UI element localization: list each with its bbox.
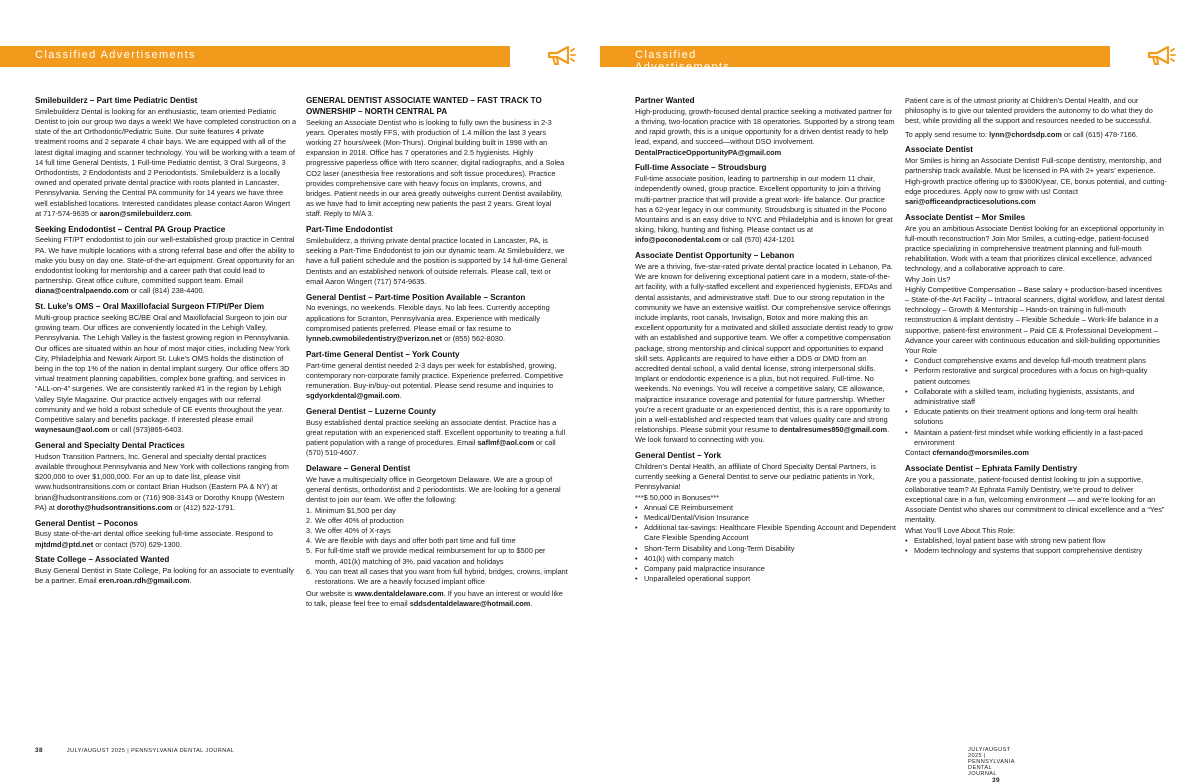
ad-body: To apply send resume to: lynn@chordsdp.com or call (615) 478-7166. [905,129,1138,139]
ad-title: General Dentist – Part-time Position Available – Scranton [306,292,526,302]
classified-ad [635,251,897,445]
subheading: Your Role [905,346,937,356]
ad-title: Seeking Endodontist – Central PA Group Practice [35,224,226,234]
list-item: • 401(k) with company match [635,554,897,564]
classified-ad [635,451,897,584]
ad-contact[interactable]: eren.roan.rdh@gmail.com [98,576,190,586]
list-item: • Perform restorative and surgical procedures with a focus on high-quality patient outcomes [905,366,1167,386]
ad-title: Part-time General Dentist – York County [306,349,460,359]
ad-title: St. Luke’s OMS – Oral Maxillofacial Surgeon FT/Pt/Per Diem [35,302,265,312]
classified-ad [635,96,897,158]
ad-title: Partner Wanted [635,96,695,105]
issue-line: JULY/AUGUST 2025 | PENNSYLVANIA DENTAL JOURNAL [968,747,1015,777]
ad-body: Seeking an Associate Dentist who is looking to fully own the business in 2-3 years. Operates mostly FFS, with production of 1.4 million the last 3 years working 27 hours/week (Mon-Thurs). Original building built in 1998 with an expansion in 2018. Office has 7 operatories and 2.5 hygienists. Highly progressive paperless office with Itero scanner, digital radiographs, and a Solea CO2 laser (anesthesia free restorations and soft tissue procedures). Practice provides comprehensive care with heavy focus on implants, crowns, and bridges. Patient needs in our area greatly outweighs current Dentist availability, as we have had to limit accepting new patients the past 2 years. Great loyal staff. Reply to M/A 3. [306,117,565,219]
ad-title: Full-time Associate – Stroudsburg [635,163,767,173]
ad-title: Part-Time Endodontist [306,225,393,235]
ad-body: We are a thriving, five-star-rated private dental practice located in Lebanon, Pa. We are known for delivering exceptional patient care in a modern, state-of-the-art facility, with a fully-staffed excellent and experienced hygienists, EFDAs and dental assistants, and administrative staff. Due to our strong reputation in the community we have an extensive waitlist. Our comprehensive service offerings include implants, root canals, Invisalign, Botox and more making this an excellent opportunity for a motivated and skilled associate dentist ready to grow with an established and supportive team. We offer a competitive compensation package, strong mentorship and clinical support and opportunities to expand skill sets. Applicants are required to have either a DDS or DMD from an accredited dental school, a valid dental license, strong interpersonal skills. Implant or endodontic experience is a plus, but not required. Full-time. No weekends. No evenings. You will receive a competitive salary, CE allowance, malpractice insurance coverage and potential for future partnership. Whether you’re a recent graduate or an experienced dentist, this is a rare opportunity to join a well-established and respected team that values quality care and strong relationships. Please submit your resume to dentalresumes850@gmail.com. We look forward to connecting with you. [635,262,893,445]
bonus-line: ***$ 50,000 in Bonuses*** [635,492,720,502]
website-link[interactable]: www.dentaldelaware.com [354,589,444,599]
ad-contact[interactable]: diana@centralpaendo.com [35,286,129,296]
list-item: • Maintain a patient-first mindset while working efficiently in a fast-paced environment [905,428,1167,448]
ad-contact[interactable]: dorothy@hudsontransitions.com [56,502,173,512]
column-4 [905,96,1167,562]
classified-ad-continued [905,96,1167,140]
list-item: • Medical/Dental/Vision Insurance [635,513,897,523]
ad-body: Busy state-of-the-art dental office seeking full-time associate. Respond to mjtdmd@ptd.net or contact (570) 629-1300. [35,529,273,549]
ad-body: Children’s Dental Health, an affiliate of Chord Specialty Dental Partners, is currently seeking a General Dentist to serve our pediatric patients in York, Pennsylvania! [635,462,876,492]
ad-title: Associate Dentist [905,145,973,155]
page-number: 38 [35,747,43,754]
list-item: 2. We offer 40% of production [306,515,404,525]
list-item: 4. We are flexible with days and offer both part time and full time [306,536,516,546]
list-item: • Unparalleled operational support [635,574,897,584]
classified-ad [905,213,1167,458]
ad-contact[interactable]: sgdyorkdental@gmail.com [306,391,400,401]
page-number: 39 [992,777,1000,784]
ad-contact[interactable]: lynn@chordsdp.com [989,129,1062,139]
list-item: 3. We offer 40% of X-rays [306,526,391,536]
classified-ad [905,145,1167,207]
ad-body: Mor Smiles is hiring an Associate Dentist! Full-scope dentistry, mentorship, and partnership track available. Must be licensed in PA with 2+ years’ experience. High-growth practice offering up to $300K/year, CE, bonus potential, and cutting-edge procedures. Apply now to grow with us! Contact sari@officeandpracticesolutions.com [905,156,1167,207]
page-footer [968,747,1015,784]
ad-body: Full-time associate position, leading to partnership in our modern 11 chair, independently owned, group practice. Excellent opportunity to join a thriving multi-partner practice that will provide a great work- life balance. Our practice has a 62-year legacy in our community. Stroudsburg is situated in the Pocono Mountains and is an easy drive to NYC and Philadelphia and is known for great skiing, hiking, hunting and fishing. Please contact us at info@poconodental.com or call (570) 424-1201 [635,174,893,245]
classified-ad [635,163,897,245]
megaphone-icon [1146,44,1176,68]
section-title: Classified Advertisements [635,49,731,73]
ad-body: No evenings, no weekends. Flexible days. No lab fees. Currently accepting applications for Scranton, Pennsylvania area. Experience with medically compromised patients preferred. Please email or fax resume to lynneb.cwmobiledentistry@verizon.net or (855) 562-8030. [306,303,550,344]
ad-contact[interactable]: info@poconodental.com [635,235,721,245]
ad-body: We have a multispecialty office in Georgetown Delaware. We are a group of general dentists, orthodontist and 2 periodontists. We are looking for a general dentist to join our team. We offer the following: [306,475,561,505]
ad-body: Are you an ambitious Associate Dentist looking for an exceptional opportunity in full-mouth reconstruction? Join Mor Smiles, a cutting-edge, patient-focused practice specializing in comprehensive treatment planning and full-mouth rehabilitation. Work with a team that prioritizes clinical excellence, advanced technology, and a collaborative approach to care. [905,223,1164,274]
list-item: • Established, loyal patient base with strong new patient flow [905,536,1167,546]
ad-contact[interactable]: sari@officeandpracticesolutions.com [905,197,1036,207]
ad-contact[interactable]: cfernando@morsmiles.com [932,448,1029,458]
list-item: 6. You can treat all cases that you want from full hybrid, bridges, crowns, implant restorations. We are a heavily focused implant office [306,566,568,587]
ad-title: General Dentist – Poconos [35,518,138,528]
ad-title: State College – Associated Wanted [35,555,170,565]
ad-footer: Contact cfernando@morsmiles.com [905,448,1029,458]
role-list [905,356,1167,448]
ad-contact[interactable]: lynneb.cwmobiledentistry@verizon.net [306,334,443,344]
benefits-list [635,503,897,585]
list-item: • Additional tax-savings: Healthcare Flexible Spending Account and Dependent Care Flexible Spending Account [635,523,897,543]
list-item: • Collaborate with a skilled team, including hygienists, assistants, and administrative staff [905,387,1167,407]
ad-title: Associate Dentist Opportunity – Lebanon [635,251,795,261]
ad-contact[interactable]: saflmf@aol.com [477,438,535,448]
ad-title: Delaware – General Dentist [306,464,411,474]
ad-body: Seeking FT/PT endodontist to join our well-established group practice in Central PA. We have multiple locations with a strong referral base and offer the ability to make you busy on day one. State-of-the-art equipment. Great opportunity for an endodontist looking for mentorship and a career path that could lead to partnership. Great office culture, committed support team. Email diana@centralpaendo.com or call (814) 238-4400. [35,235,295,296]
ad-title: Associate Dentist – Mor Smiles [905,212,1026,222]
ad-body: Patient care is of the utmost priority at Children’s Dental Health, and our philosophy is to give our talented providers the autonomy to do what they do best, while providing all the support and resources needed to be successful. [905,96,1153,126]
ad-body: Hudson Transition Partners, Inc. General and specialty dental practices available throughout Pennsylvania and New York with collections ranging from $200,000 to over $1,000,000. For an up to date list, please visit www.hudsontransitions.com or contact Brian Hudson (Eastern PA & NY) at brian@hudsontransitions.com or (716) 908-3143 or Dorothy Knupp (Western PA) at dorothy@hudsontransitions.com or (412) 522-1791. [35,451,289,512]
ad-body: Part-time general dentist needed 2-3 days per week for established, growing, contemporary non-corporate family practice. Experience preferred. Competitive remuneration. Buy-in/buy-out potential. Please send resume and inquiries to sgdyorkdental@gmail.com. [306,360,564,401]
section-title: Classified Advertisements [35,49,196,61]
list-item: • Annual CE Reimbursement [635,503,897,513]
ad-body: Smilebuilderz, a thriving private dental practice located in Lancaster, PA, is seeking a Part-Time Endodontist to join our dynamic team. At Smilebuilderz, we have a full patient schedule and the position is supported by 14 full-time General Dentists and an established network of outside referrals. Please call, text or email Aaron Wingert (717) 574-9635. [306,236,567,286]
ad-title: General Dentist – Luzerne County [306,407,436,417]
subheading: Why Join Us? [905,274,951,284]
ad-body: Busy established dental practice seeking an associate dentist. Practice has a great reputation with an experienced staff. Excellent opportunity to treating a full patient population with a range of procedures. Email saflmf@aol.com or call (570) 510-4607. [306,417,566,458]
ad-contact[interactable]: dentalresumes850@gmail.com [779,425,888,435]
ad-contact[interactable]: DentalPracticeOpportunityPA@gmail.com [635,147,782,157]
classified-ad [905,464,1167,556]
ad-title: GENERAL DENTIST ASSOCIATE WANTED – FAST TRACK TO OWNERSHIP – NORTH CENTRAL PA [306,96,542,116]
list-item: • Short-Term Disability and Long-Term Disability [635,544,897,554]
subheading: What You’ll Love About This Role: [905,525,1016,535]
ad-body: Busy General Dentist in State College, Pa looking for an associate to eventually be a partner. Email eren.roan.rdh@gmail.com. [35,566,294,586]
ad-body: High-producing, growth-focused dental practice seeking a motivated partner for a thriving, two-location practice with 18 operatories. Supported by a strong team and rapid growth, this is a unique opportunity for a driven dentist ready to help lead, expand, and succeed—without DSO involvement. DentalPracticeOpportunityPA@gmail.com [635,106,895,157]
list-item: 1. Minimum $1,500 per day [306,505,396,515]
list-item: • Educate patients on their treatment options and long-term oral health solutions [905,407,1167,427]
ad-title: Smilebuilderz – Part time Pediatric Dentist [35,96,198,105]
issue-line: JULY/AUGUST 2025 | PENNSYLVANIA DENTAL JOURNAL [66,748,235,754]
ad-contact[interactable]: mjtdmd@ptd.net [35,539,94,549]
ad-title: General Dentist – York [635,451,722,461]
ad-body: Are you a passionate, patient-focused dentist looking to join a supportive, collaborative team? At Ephrata Family Dentistry, we’re proud to deliver exceptional care in a fun, welcoming environment — and we’re looking for an Associate Dentist who shares our commitment to clinical excellence and a “Yes” mentality. [905,474,1165,525]
ad-title: General and Specialty Dental Practices [35,441,185,451]
list-item: • Company paid malpractice insurance [635,564,897,574]
ad-contact[interactable]: sddsdentaldelaware@hotmail.com [409,599,531,609]
ad-footer: Our website is www.dentaldelaware.com. If you have an interest or would like to talk, please feel free to email sddsdentaldelaware@hotmail.com. [306,589,563,609]
ad-contact[interactable]: aaron@smilebuilderz.com [99,208,191,218]
list-item: • Conduct comprehensive exams and develop full-mouth treatment plans [905,356,1167,366]
list-item: 5. For full-time staff we provide medical reimbursement for up to $500 per month, 401(k) matching of 3%, paid vacation and holidays [306,546,546,566]
column-3 [635,96,897,590]
ad-body: Smilebuilderz Dental is looking for an enthusiastic, team oriented Pediatric Dentist to join our group two days a week! We have completed construction on a state of the art Orthodontic/Pediatric Suite. Our suite features 4 private treatment rooms and 2 separate 4 chair bays. We are equipped with all of the latest digital imaging and scanner technology. You will be working with a team of 14 full time General Dentists, 1 Full-time Pediatric dentist, 3 Oral Surgeons, 3 Orthodontists, 2 Endodontists and 2 Periodontists. Smilebuilderz is a locally owned and operated private dental practice with roots planted in Lancaster, Pennsylvania. Serving the Central PA community for 14 years we have three well established locations. Interested candidates please contact Aaron Wingert at 717-574-9635 or aaron@smilebuilderz.com. [35,106,297,218]
ad-body: Highly Competitive Compensation – Base salary + production-based incentives – State-of-the-Art Facility – Intraoral scanners, digital workflow, and latest dental technology – Growth & Mentorship – Hands-on training in full-mouth reconstruction & implant dentistry – Flexible Schedule – Work-life balance in a supportive, patient-first environment – Paid CE & Professional Development – Advance your career with continuous education and skill-building opportunities [905,284,1165,345]
ad-body: Multi-group practice seeking BC/BE Oral and Maxillofacial Surgeon to join our growing team. Our offices are conveniently located in the Lehigh Valley, Pennsylvania. The Lehigh Valley is the fastest growing region in Pennsylvania. Our offices are situated within an hour of most major cities, including New York City, Philadelphia and Newark Airport St. Luke’s OMS holds the distinction of being in the top 1% of the nation in dental implant surgery. Our office offers 3D virtual treatment planning capabilities, complex bone grafting, and services in “ALL-on-4” surgeries. We are consistently ranked #1 in the region by Lehigh Valley Style Magazine. Our practice actively engages with our referral community and we hold a robust schedule of CE events throughout the year. Competitive salary and benefits package. If interested please email waynesaun@aol.com or call (973)865-6403. [35,313,290,435]
list-item: • Modern technology and systems that support comprehensive dentistry [905,546,1167,556]
ad-contact[interactable]: waynesaun@aol.com [35,425,110,435]
ad-title: Associate Dentist – Ephrata Family Dentistry [905,463,1078,473]
highlights-list [905,536,1167,556]
